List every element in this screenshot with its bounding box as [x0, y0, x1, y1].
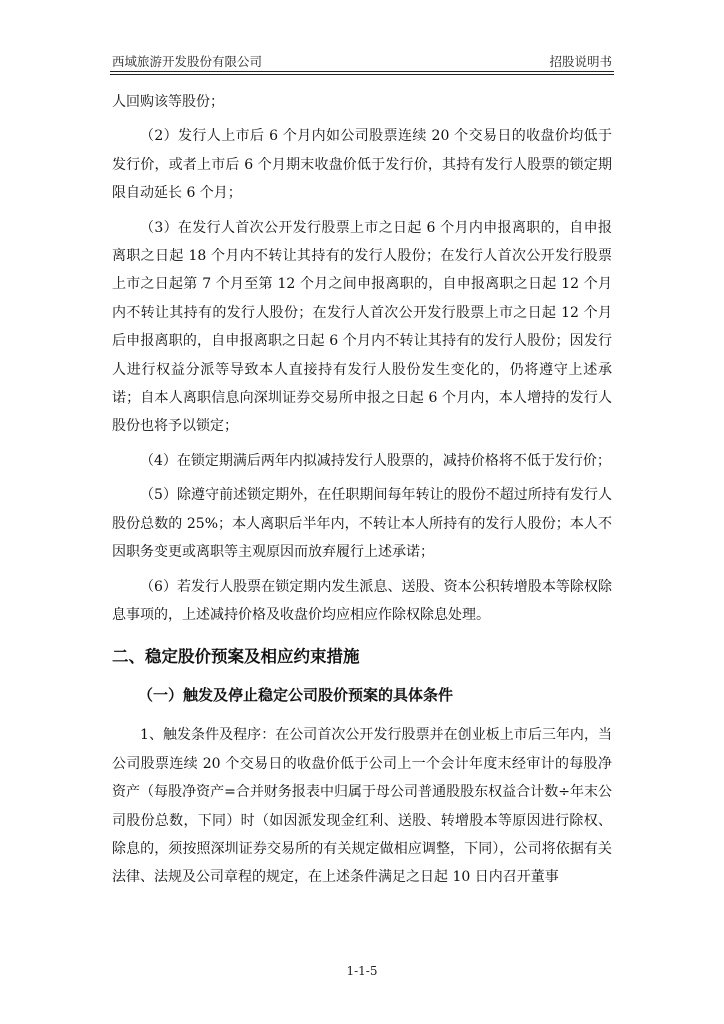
paragraph-item-2: （2）发行人上市后 6 个月内如公司股票连续 20 个交易日的收盘价均低于发行价，或者上市后 6 个月期末收盘价低于发行价，其持有发行人股票的锁定期限自动延长 6 个月； — [112, 128, 612, 202]
header-rule — [110, 71, 614, 75]
header-company-name: 西域旅游开发股份有限公司 — [112, 54, 263, 69]
paragraph-item-3: （3）在发行人首次公开发行股票上市之日起 6 个月内申报离职的，自申报离职之日起 18 个月内不转让其持有的发行人股份；在发行人首次公开发行股票上市之日起第 7 个月至第 12 个月之间申报离职的，自申报离职之日起 12 个月内不转让其持有的发行人股份；在发行人首次公开发行股票上市之日起 12 个月后申报离职的，自申报离职之日起 6 个月内不转让其持有的发行人股份；因发行人进行权益分派等导致本人直接持有发行人股份发生变化的，仍将遵守上述承诺；自本人离职信息向深圳证券交易所申报之日起 6 个月内，本人增持的发行人股份也将予以锁定； — [112, 219, 612, 435]
page-number: 1-1-5 — [346, 964, 378, 978]
paragraph-item-5: （5）除遵守前述锁定期外，在任职期间每年转让的股份不超过所持有发行人股份总数的 25%；本人离职后半年内，不转让本人所持有的发行人股份；本人不因职务变更或离职等主观原因而放弃履行上述承诺； — [112, 487, 612, 561]
paragraph-continuation: 人回购该等股份； — [112, 94, 224, 110]
document-body — [112, 88, 612, 898]
header-document-type: 招股说明书 — [549, 54, 612, 69]
paragraph-trigger-conditions: 1、触发条件及程序：在公司首次公开发行股票并在创业板上市后三年内，当公司股票连续 20 个交易日的收盘价低于公司上一个会计年度末经审计的每股净资产（每股净资产=合并财务报表中归属于母公司普通股股东权益合计数÷年末公司股份总数，下同）时（如因派发现金红利、送股、转增股本等原因进行除权、除息的，须按照深圳证券交易所的有关规定做相应调整，下同），公司将依据有关法律、法规及公司章程的规定，在上述条件满足之日起 10 日内召开董事 — [112, 727, 612, 886]
section-heading: 二、稳定股价预案及相应约束措施 — [112, 647, 360, 667]
paragraph-item-4: （4）在锁定期满后两年内拟减持发行人股票的，减持价格将不低于发行价； — [140, 452, 611, 469]
subsection-heading: （一）触发及停止稳定公司股价预案的具体条件 — [138, 686, 454, 705]
paragraph-item-6: （6）若发行人股票在锁定期内发生派息、送股、资本公积转增股本等除权除息事项的，上述减持价格及收盘价均应相应作除权除息处理。 — [112, 578, 612, 623]
